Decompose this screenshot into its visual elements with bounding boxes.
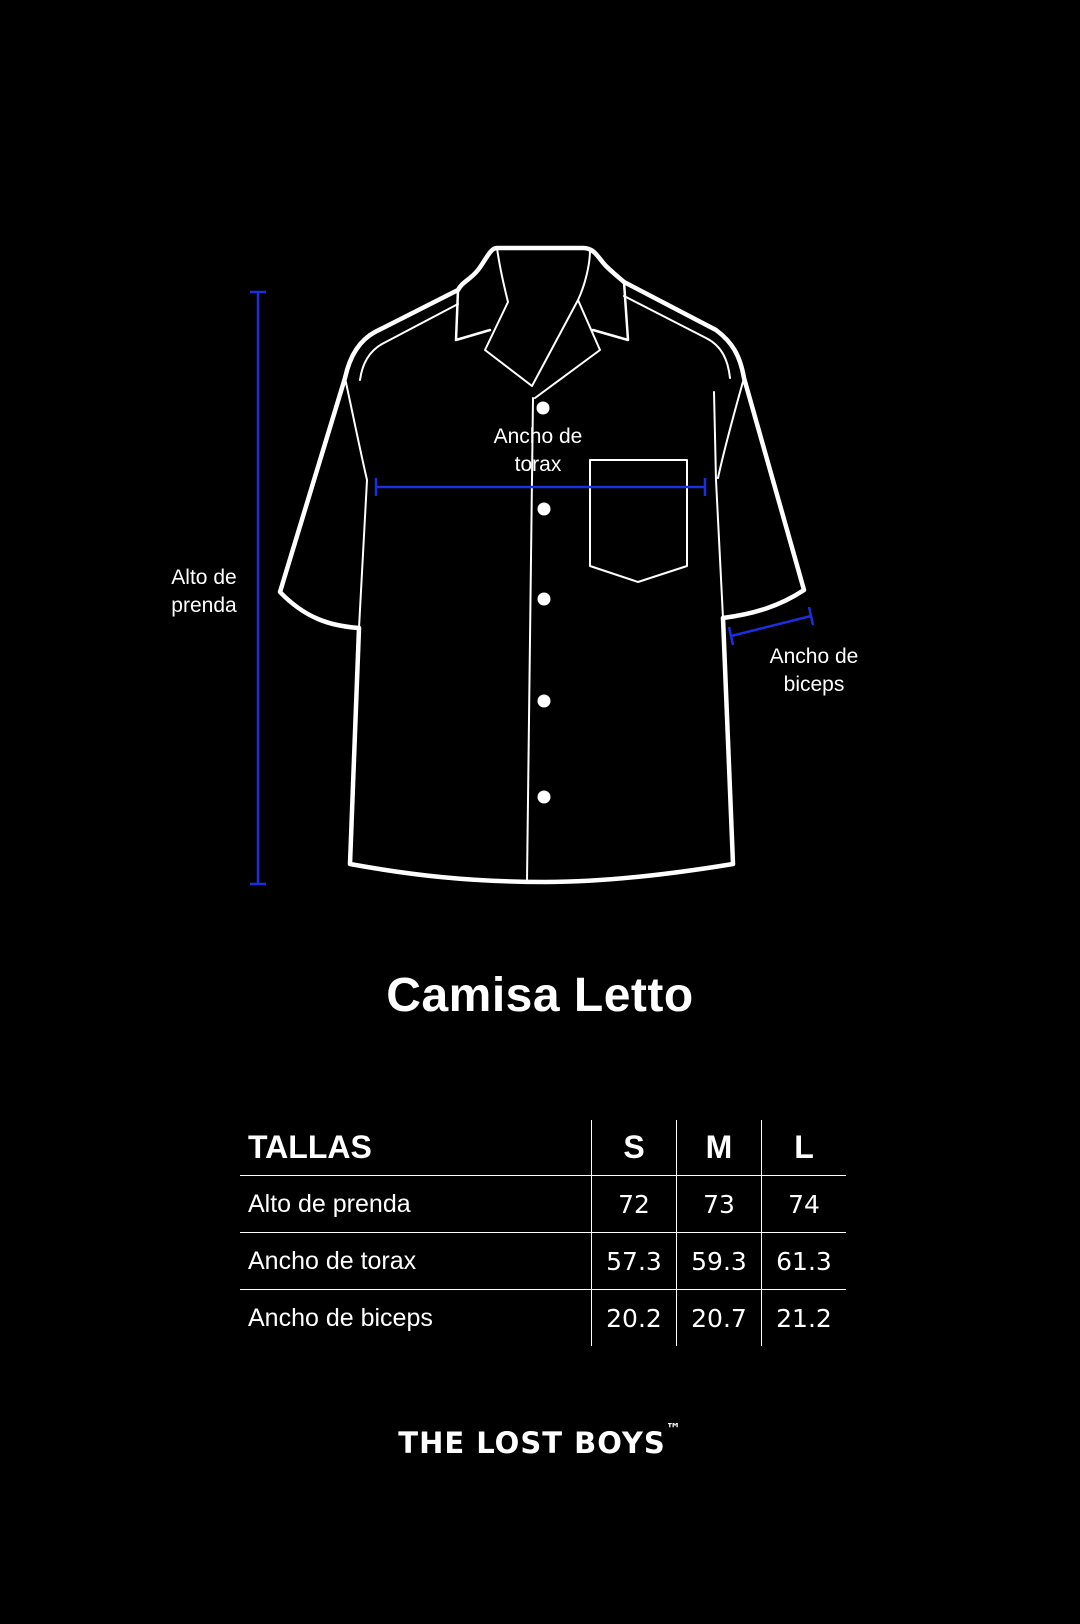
cell-value: 20.2: [592, 1290, 677, 1347]
cell-value: 61.3: [762, 1233, 847, 1290]
label-ancho-de-torax: Ancho de torax: [493, 425, 583, 476]
label-alto-de-prenda: Alto de prenda: [171, 566, 237, 617]
trademark-mark: ™: [665, 1420, 682, 1438]
table-header-size-s: S: [592, 1120, 677, 1176]
table-row: [240, 1233, 846, 1290]
table-row: [240, 1290, 846, 1347]
cell-value: 59.3: [677, 1233, 762, 1290]
product-title: Camisa Letto: [386, 969, 694, 1022]
table-row: [240, 1176, 846, 1233]
label-ancho-de-biceps: Ancho de biceps: [769, 645, 859, 696]
measure-ancho-de-torax: [376, 478, 705, 496]
cell-value: 72: [592, 1176, 677, 1233]
size-table: [240, 1120, 846, 1346]
cell-value: 74: [762, 1176, 847, 1233]
cell-value: 21.2: [762, 1290, 847, 1347]
table-header-size-l: L: [762, 1120, 847, 1176]
brand-logo: [0, 1420, 1080, 1460]
brand-name: THE LOST BOYS: [398, 1426, 666, 1460]
cell-value: 20.7: [677, 1290, 762, 1347]
cell-value: 57.3: [592, 1233, 677, 1290]
table-header-row: [240, 1120, 846, 1176]
cell-value: 73: [677, 1176, 762, 1233]
measure-alto-de-prenda: [250, 292, 266, 884]
row-label: Alto de prenda: [240, 1176, 592, 1233]
table-header-size-m: M: [677, 1120, 762, 1176]
table-header-tallas: TALLAS: [248, 1129, 372, 1165]
row-label: Ancho de torax: [240, 1233, 592, 1290]
row-label: Ancho de biceps: [240, 1290, 592, 1347]
shirt-outline: [280, 248, 804, 882]
